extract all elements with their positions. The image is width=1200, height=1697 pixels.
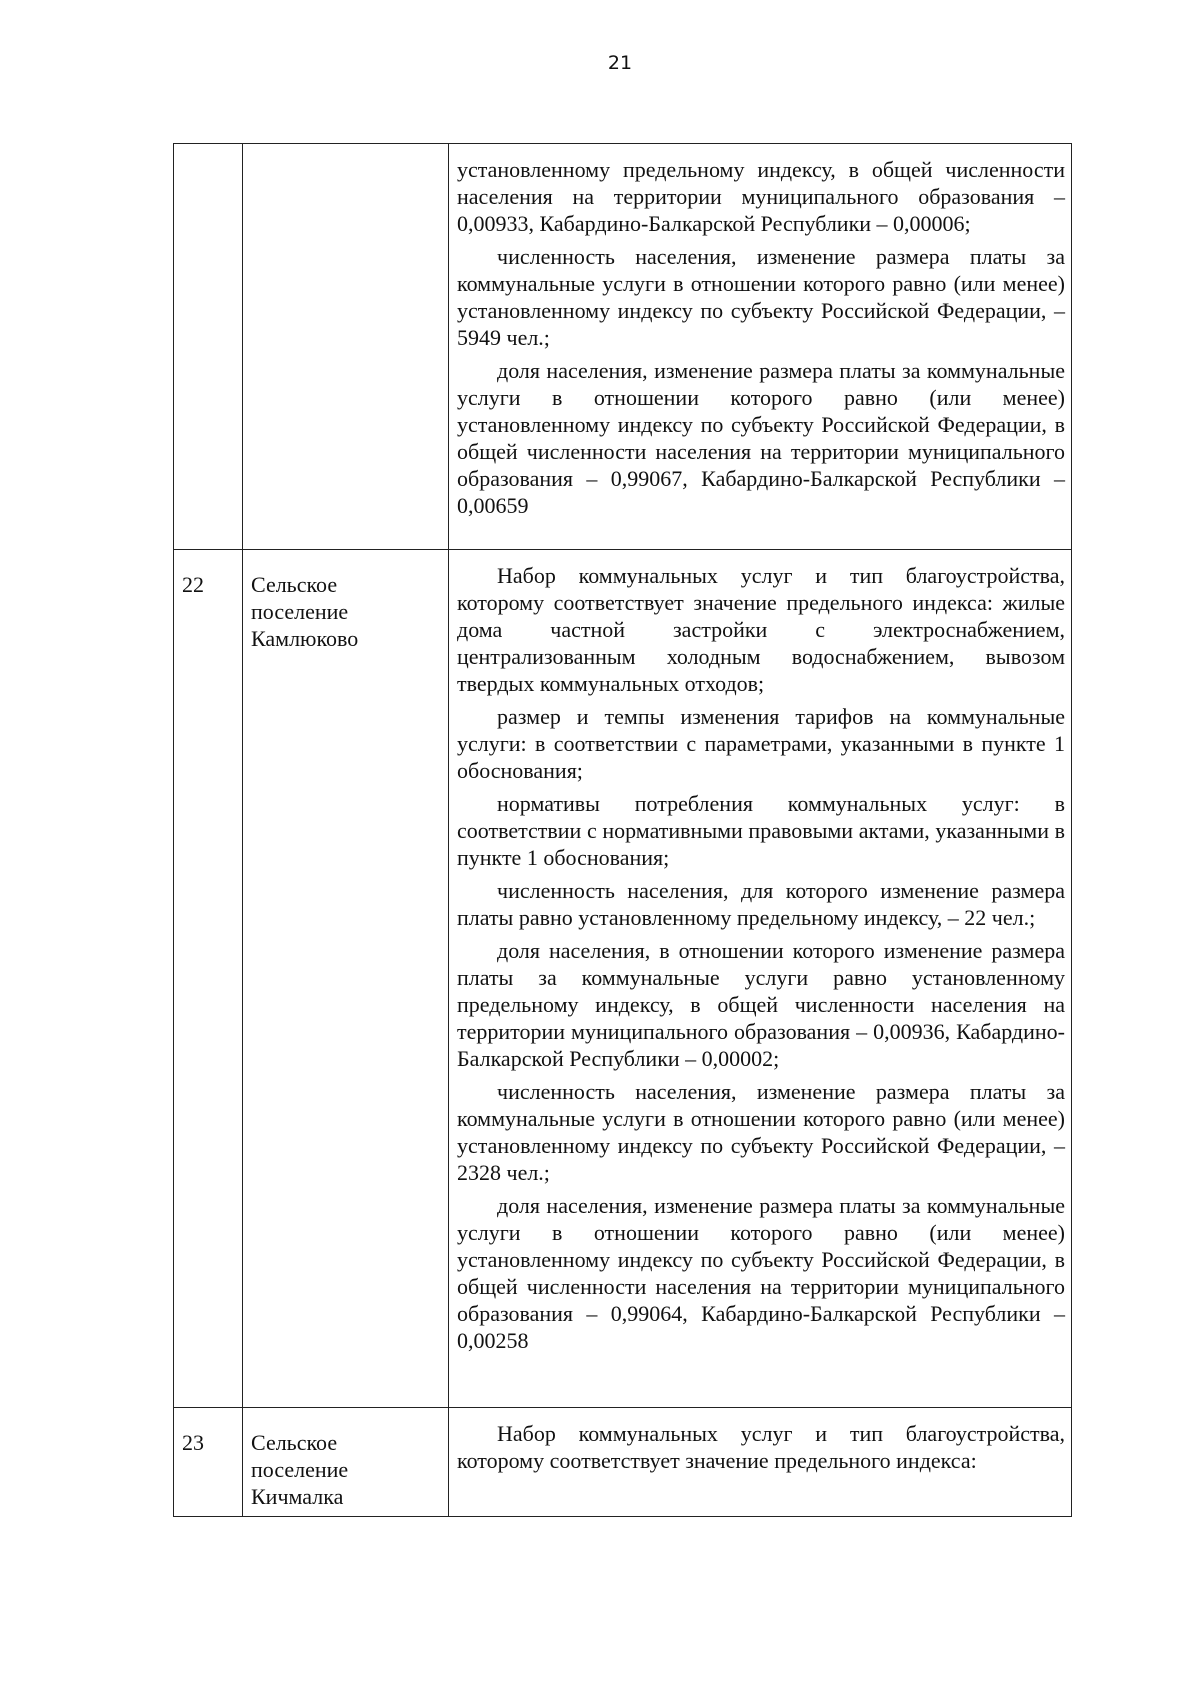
paragraph: нормативы потребления коммунальных услуг: в соответствии с нормативными правовыми актами, указанными в пункте 1 обоснования;: [457, 791, 1065, 870]
paragraph: численность населения, изменение размера платы за коммунальные услуги в отношении которого равно (или менее) установленному индексу по субъекту Российской Федерации, – 2328 чел.;: [457, 1079, 1065, 1185]
name-line: Сельское: [251, 572, 338, 597]
page-number: 21: [607, 52, 633, 74]
paragraph: установленному предельному индексу, в общей численности населения на территории муниципального образования – 0,00933, Кабардино-Балкарской Республики – 0,00006;: [457, 157, 1065, 236]
municipality-name: [243, 550, 449, 1408]
municipality-name: [243, 144, 449, 550]
name-line: поселение: [251, 599, 349, 624]
name-line: Сельское: [251, 1430, 338, 1455]
name-line: поселение: [251, 1457, 349, 1482]
index-table: [173, 143, 1072, 1517]
paragraph: размер и темпы изменения тарифов на коммунальные услуги: в соответствии с параметрами, указанными в пункте 1 обоснования;: [457, 704, 1065, 783]
row-number: [174, 144, 243, 550]
paragraph: численность населения, для которого изменение размера платы равно установленному предельному индексу, – 22 чел.;: [457, 878, 1065, 930]
name-line: Камлюково: [251, 626, 359, 651]
paragraph: Набор коммунальных услуг и тип благоустройства, которому соответствует значение предельного индекса: жилые дома частной застройки с электроснабжением, централизованным холодным водоснабжением, вывозом твердых коммунальных отходов;: [457, 563, 1065, 696]
row-number: 22: [174, 550, 243, 1408]
paragraph: доля населения, изменение размера платы за коммунальные услуги в отношении которого равно (или менее) установленному индексу по субъекту Российской Федерации, в общей численности населения на территории муниципального образования – 0,99064, Кабардино-Балкарской Республики – 0,00258: [457, 1193, 1065, 1353]
name-line: Кичмалка: [251, 1484, 344, 1509]
row-description: [449, 144, 1072, 550]
paragraph: Набор коммунальных услуг и тип благоустройства, которому соответствует значение предельного индекса:: [457, 1421, 1065, 1473]
row-description: [449, 550, 1072, 1408]
table-row: [174, 144, 1072, 550]
paragraph: доля населения, изменение размера платы за коммунальные услуги в отношении которого равно (или менее) установленному индексу по субъекту Российской Федерации, в общей численности населения на территории муниципального образования – 0,99067, Кабардино-Балкарской Республики – 0,00659: [457, 358, 1065, 518]
row-description: [449, 1408, 1072, 1517]
table-row: [174, 550, 1072, 1408]
table-row: [174, 1408, 1072, 1517]
municipality-name: [243, 1408, 449, 1517]
row-number: 23: [174, 1408, 243, 1517]
paragraph: доля населения, в отношении которого изменение размера платы за коммунальные услуги равно установленному предельному индексу, в общей численности населения на территории муниципального образования – 0,00936, Кабардино-Балкарской Республики – 0,00002;: [457, 938, 1065, 1071]
paragraph: численность населения, изменение размера платы за коммунальные услуги в отношении которого равно (или менее) установленному индексу по субъекту Российской Федерации, – 5949 чел.;: [457, 244, 1065, 350]
